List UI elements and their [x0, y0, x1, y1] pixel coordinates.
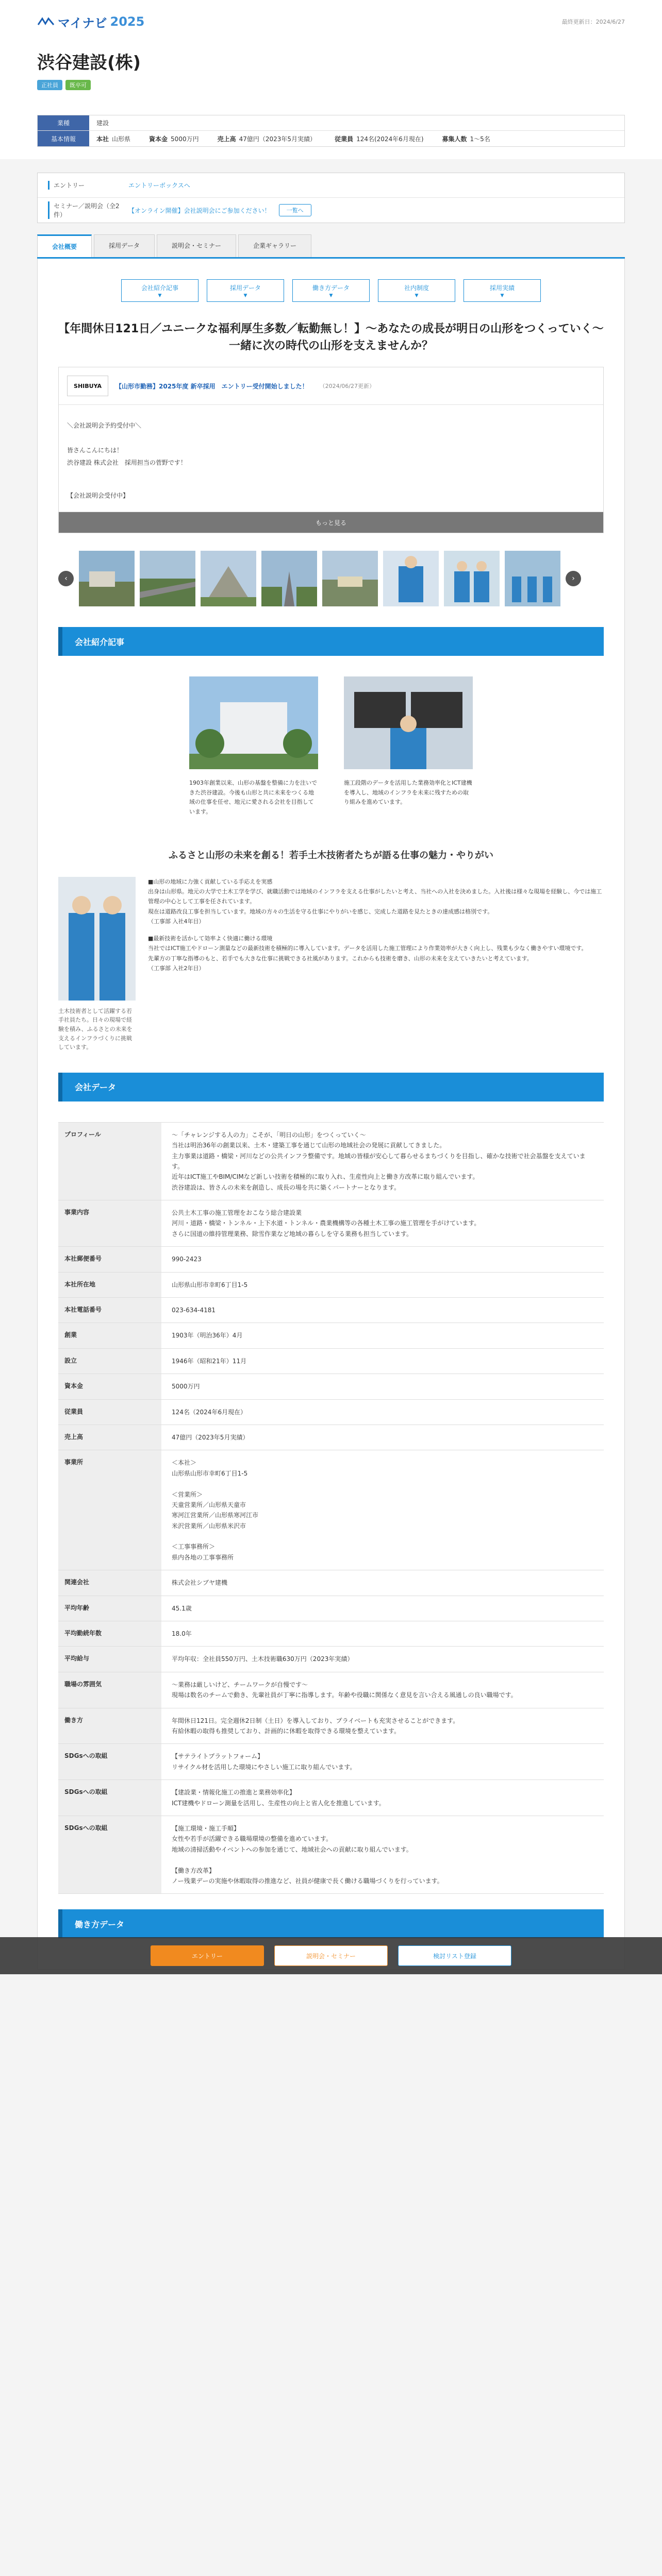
entry-box-link[interactable]: エントリーボックスへ	[128, 182, 190, 189]
profile-value	[161, 1672, 604, 1708]
profile-row	[58, 1672, 604, 1708]
recruit-count-item: 募集人数 1〜5名	[442, 135, 490, 143]
news-line: 【会社説明会受付中】	[67, 492, 129, 499]
nav-system-button[interactable]: 社内制度 ▼	[378, 279, 455, 302]
profile-row	[58, 1400, 604, 1425]
basic-info-values	[89, 134, 498, 143]
profile-row	[58, 1425, 604, 1450]
profile-value	[161, 1816, 604, 1893]
profile-value	[161, 1450, 604, 1570]
profile-key: 事業内容	[58, 1200, 161, 1246]
profile-line: 山形県山形市幸町6丁目1-5	[172, 1469, 248, 1477]
seminar-row	[38, 198, 624, 223]
profile-line: ＜本社＞	[172, 1459, 197, 1467]
profile-line: 【施工環境・施工手順】	[172, 1824, 240, 1832]
article-item	[189, 676, 318, 817]
profile-line: 年間休日121日。完全週休2日制（土日）を導入しており、プライベートも充実させることができます。	[172, 1717, 459, 1724]
profile-value	[161, 1596, 604, 1621]
company-header	[0, 43, 662, 159]
profile-value	[161, 1708, 604, 1744]
badge-list	[37, 80, 625, 90]
profile-key: 設立	[58, 1349, 161, 1374]
profile-line	[172, 1855, 593, 1865]
profile-key: 資本金	[58, 1374, 161, 1399]
profile-line: 45.1歳	[172, 1604, 192, 1612]
prev-arrow-icon[interactable]: ‹	[58, 571, 74, 586]
news-body	[59, 405, 603, 512]
profile-row	[58, 1374, 604, 1399]
profile-line: ノー残業デーの実施や休暇取得の推進など、社員が健康で長く働ける職場づくりを行っています。	[172, 1877, 443, 1885]
story-para: （工事部 入社4年目）	[148, 918, 205, 925]
nav-intro-button[interactable]: 会社紹介記事 ▼	[121, 279, 198, 302]
catch-headline: 【年間休日121日／ユニークな福利厚生多数／転勤無し！】〜あなたの成長が明日の山形をつくっていく〜 一緒に次の時代の山形を支えませんか？	[58, 323, 604, 352]
profile-line: 【働き方改革】	[172, 1867, 216, 1874]
profile-line: 近年はICT施工やBIM/CIMなど新しい技術を積極的に取り入れ、生産性向上と働き方改革に取り組んでいます。	[172, 1173, 479, 1181]
profile-row	[58, 1816, 604, 1894]
story-photo-block	[58, 877, 136, 1052]
company-name: 渋谷建設(株)	[37, 53, 141, 73]
profile-line: 渋谷建設は、皆さんの未来を創造し、成長の場を共に築くパートナーとなります。	[172, 1183, 401, 1191]
news-more-button[interactable]: もっと見る	[59, 512, 603, 533]
seminar-list-button[interactable]: 一覧へ	[279, 204, 311, 216]
logo-text: マイナビ	[58, 15, 107, 30]
profile-line: 株式会社シブヤ建機	[172, 1579, 228, 1587]
news-line: 皆さんこんにちは！	[67, 447, 123, 454]
tab-overview[interactable]: 会社概要	[37, 234, 92, 257]
story-para: 先輩方の丁寧な指導のもと、若手でも大きな仕事に挑戦できる社風があります。これからも技術を磨き、山形の未来を支えていきたいと考えています。	[148, 955, 533, 962]
profile-line: 990-2423	[172, 1256, 202, 1263]
profile-key: 本社電話番号	[58, 1298, 161, 1323]
chevron-down-icon: ▼	[415, 293, 419, 298]
profile-line: 当社は明治36年の創業以来、土木・建築工事を通じて山形の地域社会の発展に貢献してきました。	[172, 1142, 446, 1149]
profile-line: ＜営業所＞	[172, 1490, 203, 1498]
profile-line: さらに国道の維持管理業務、除雪作業など地域の暮らしを守る業務も担当しています。	[172, 1230, 413, 1238]
seminar-link[interactable]: 【オンライン開催】会社説明会にご参加ください！	[128, 207, 271, 214]
section-company-title: 会社データ	[58, 1073, 604, 1101]
company-info-table	[37, 115, 625, 147]
story-block	[58, 877, 604, 1052]
profile-value	[161, 1273, 604, 1297]
profile-value	[161, 1780, 604, 1816]
profile-row	[58, 1298, 604, 1323]
profile-line: 公共土木工事の施工管理をおこなう総合建設業	[172, 1209, 302, 1217]
story-title: ふるさと山形の未来を創る！若手土木技術者たちが語る仕事の魅力・やりがい	[169, 850, 493, 861]
profile-line	[172, 1479, 593, 1489]
chevron-down-icon: ▼	[500, 293, 504, 298]
profile-line: 有給休暇の取得も推奨しており、計画的に休暇を取得できる環境を整えています。	[172, 1727, 401, 1735]
entry-label: エントリー	[48, 181, 120, 190]
seminar-button[interactable]: 説明会・セミナー	[274, 1945, 388, 1966]
profile-row	[58, 1247, 604, 1272]
story-para: ■最新技術を活かして効率よく快適に働ける環境	[148, 935, 273, 942]
profile-key: SDGsへの取組	[58, 1744, 161, 1780]
entry-button[interactable]: エントリー	[151, 1945, 264, 1966]
profile-value	[161, 1298, 604, 1323]
basic-info-row	[38, 131, 624, 146]
nav-recruit-button[interactable]: 採用データ ▼	[207, 279, 284, 302]
company-profile-table	[58, 1122, 604, 1894]
profile-key: プロフィール	[58, 1123, 161, 1200]
staff-photo	[58, 877, 136, 1001]
story-caption: 土木技術者として活躍する若手社員たち。日々の現場で経験を積み、ふるさとの未来を支えるインフラづくりに挑戦しています。	[58, 1007, 133, 1051]
profile-key: SDGsへの取組	[58, 1816, 161, 1893]
profile-line: 〜業務は厳しいけど、チームワークが自慢です〜	[172, 1681, 308, 1688]
chevron-down-icon: ▼	[158, 293, 162, 298]
profile-key: 本社郵便番号	[58, 1247, 161, 1272]
tab-recruit-data[interactable]: 採用データ	[94, 234, 155, 257]
story-para: 当社ではICT施工やドローン測量などの最新技術を積極的に導入しています。データを活用した施工管理により作業効率が大きく向上し、残業も少なく働きやすい環境です。	[148, 945, 587, 952]
profile-line: 河川・道路・橋梁・トンネル・上下水道・トンネル・農業機構等の各種土木工事の施工管理を手がけています。	[172, 1219, 481, 1227]
profile-value	[161, 1123, 604, 1200]
photo-gallery	[58, 551, 604, 606]
profile-value	[161, 1621, 604, 1646]
badge-graduate: 既卒可	[65, 80, 91, 90]
profile-line: ＜工事事務所＞	[172, 1543, 216, 1551]
basic-info-key: 基本情報	[38, 131, 89, 146]
gallery-photo[interactable]	[79, 551, 135, 606]
last-updated: 最終更新日：2024/6/27	[561, 19, 625, 25]
mynavi-logo[interactable]	[37, 13, 144, 31]
article-text: 施工段階のデータを活用した業務効率化とICT建機を導入し、地域のインフラを未来に残すための取り組みを進めています。	[344, 779, 472, 806]
watchlist-button[interactable]: 検討リスト登録	[398, 1945, 511, 1966]
profile-row	[58, 1273, 604, 1298]
profile-line: 1946年（昭和21年）11月	[172, 1357, 247, 1365]
article-list	[58, 676, 604, 817]
profile-value	[161, 1744, 604, 1780]
profile-line: 地域の清掃活動やイベントへの参加を通じて、地域社会への貢献に取り組んでいます。	[172, 1845, 412, 1853]
profile-line: 山形県山形市幸町6丁目1-5	[172, 1281, 248, 1289]
chevron-down-icon: ▼	[329, 293, 333, 298]
fixed-action-bar	[0, 1937, 662, 1974]
profile-key: 平均年齢	[58, 1596, 161, 1621]
profile-row	[58, 1780, 604, 1816]
profile-line: 〜「チャレンジする人の力」こそが、「明日の山形」をつくっていく〜	[172, 1131, 366, 1139]
profile-row	[58, 1123, 604, 1200]
profile-value	[161, 1349, 604, 1374]
profile-value	[161, 1425, 604, 1450]
gallery-photo[interactable]	[140, 551, 195, 606]
profile-line: 寒河江営業所／山形県寒河江市	[172, 1512, 259, 1519]
profile-value	[161, 1400, 604, 1425]
industry-key: 業種	[38, 115, 89, 130]
profile-row	[58, 1200, 604, 1247]
tab-seminar[interactable]: 説明会・セミナー	[157, 234, 236, 257]
profile-row	[58, 1323, 604, 1348]
site-header	[0, 0, 662, 43]
profile-key: 関連会社	[58, 1570, 161, 1595]
article-item	[344, 676, 473, 817]
entry-box	[37, 173, 625, 223]
profile-line: 主力事業は道路・橋梁・河川などの公共インフラ整備です。地域の皆様が安心して暮らせるまちづくりを目指し、確かな技術で社会基盤を支えています。	[172, 1152, 586, 1170]
gallery-photo[interactable]	[383, 551, 439, 606]
profile-key: 職場の雰囲気	[58, 1672, 161, 1708]
building-photo	[189, 676, 318, 769]
next-arrow-icon[interactable]: ›	[566, 571, 581, 586]
profile-value	[161, 1323, 604, 1348]
profile-line: 023-634-4181	[172, 1307, 216, 1314]
overview-panel	[37, 259, 625, 1970]
profile-key: 働き方	[58, 1708, 161, 1744]
profile-line: 124名（2024年6月現在）	[172, 1408, 247, 1416]
story-para: 現在は道路改良工事を担当しています。地域の方々の生活を守る仕事にやりがいを感じ、完成した道路を見たときの達成感は格別です。	[148, 908, 493, 915]
profile-value	[161, 1570, 604, 1595]
profile-line: 47億円（2023年5月実績）	[172, 1433, 249, 1441]
badge-fulltime: 正社員	[37, 80, 62, 90]
news-date: （2024/06/27更新）	[319, 383, 375, 389]
hq-item: 本社 山形県	[96, 135, 131, 143]
logo-year: 2025	[110, 14, 145, 29]
news-line	[67, 432, 595, 444]
profile-key: 平均勤続年数	[58, 1621, 161, 1646]
news-title[interactable]: 【山形市勤務】2025年度 新卒採用 エントリー受付開始しました！	[115, 382, 308, 390]
profile-value	[161, 1647, 604, 1671]
profile-row	[58, 1570, 604, 1596]
news-line: ＼会社説明会予約受付中＼	[67, 422, 142, 429]
nav-results-button[interactable]: 採用実績 ▼	[464, 279, 541, 302]
profile-line: 米沢営業所／山形県米沢市	[172, 1522, 246, 1530]
tab-gallery[interactable]: 企業ギャラリー	[238, 234, 311, 257]
profile-line: 女性や若手が活躍できる職場環境の整備を進めています。	[172, 1835, 333, 1843]
profile-key: 本社所在地	[58, 1273, 161, 1297]
article-text: 1903年創業以来、山形の基盤を整備に力を注いできた渋谷建設。今後も山形と共に未来をつくる地域の仕事を任せ、地元に愛される会社を目指しています。	[189, 779, 317, 816]
news-card	[58, 367, 604, 533]
gallery-photo[interactable]	[201, 551, 256, 606]
industry-row	[38, 115, 624, 131]
profile-line: 5000万円	[172, 1383, 200, 1391]
story-para: （工事部 入社2年目）	[148, 964, 205, 972]
profile-row	[58, 1349, 604, 1374]
tab-bar	[37, 234, 625, 259]
profile-key: 創業	[58, 1323, 161, 1348]
profile-line	[172, 1531, 593, 1541]
profile-key: 従業員	[58, 1400, 161, 1425]
profile-row	[58, 1744, 604, 1780]
gallery-photo[interactable]	[261, 551, 317, 606]
sales-item: 売上高 47億円（2023年5月実績）	[217, 135, 317, 143]
profile-line: 18.0年	[172, 1630, 192, 1638]
profile-key: 売上高	[58, 1425, 161, 1450]
entry-row	[38, 173, 624, 198]
profile-line: 県内各地の工事事務所	[172, 1553, 234, 1561]
section-work-title: 働き方データ	[58, 1909, 604, 1938]
profile-line: ICT建機やドローン測量を活用し、生産性の向上と省人化を推進しています。	[172, 1799, 385, 1807]
profile-row	[58, 1621, 604, 1647]
story-para: ■山形の地域に力強く貢献している手応えを実感	[148, 878, 273, 885]
story-text	[148, 877, 604, 1052]
profile-line: 【サテライトプラットフォーム】	[172, 1753, 264, 1760]
seminar-label: セミナー／説明会（全2件）	[48, 201, 120, 219]
profile-line: 1903年（明治36年）4月	[172, 1332, 243, 1340]
profile-row	[58, 1647, 604, 1672]
section-intro-title: 会社紹介記事	[58, 627, 604, 656]
profile-line: 【建設業・情報化施工の推進と業務効率化】	[172, 1789, 296, 1797]
profile-value	[161, 1374, 604, 1399]
profile-line: 天童営業所／山形県天童市	[172, 1501, 246, 1509]
profile-line: リサイクル材を活用した環境にやさしい施工に取り組んでいます。	[172, 1763, 356, 1771]
profile-row	[58, 1596, 604, 1621]
nav-workstyle-button[interactable]: 働き方データ ▼	[292, 279, 370, 302]
section-nav	[58, 279, 604, 302]
office-photo	[344, 676, 473, 769]
gallery-photo[interactable]	[505, 551, 560, 606]
profile-key: SDGsへの取組	[58, 1780, 161, 1816]
capital-item: 資本金 5000万円	[149, 135, 199, 143]
news-line: 渋谷建設 株式会社 採用担当の菅野です！	[67, 459, 187, 466]
profile-row	[58, 1708, 604, 1744]
profile-key: 事業所	[58, 1450, 161, 1570]
story-para: 出身は山形県。地元の大学で土木工学を学び、就職活動では地域のインフラを支える仕事がしたいと考え、当社への入社を決めました。入社後は様々な現場を経験し、今では施工管理の中心として工事を任されています。	[148, 888, 602, 905]
company-logo: SHIBUYA	[67, 376, 108, 396]
chevron-down-icon: ▼	[243, 293, 247, 298]
profile-value	[161, 1200, 604, 1246]
profile-line: 現場は数名のチームで動き、先輩社員が丁寧に指導します。年齢や役職に関係なく意見を言い合える風通しの良い職場です。	[172, 1691, 517, 1699]
industry-value: 建設	[96, 120, 109, 127]
employees-item: 従業員 124名(2024年6月現在)	[335, 135, 424, 143]
gallery-photo[interactable]	[322, 551, 378, 606]
profile-line: 平均年収：全社員550万円、土木技術職630万円（2023年実績）	[172, 1655, 354, 1663]
logo-mark-icon	[37, 16, 55, 27]
profile-key: 平均給与	[58, 1647, 161, 1671]
profile-row	[58, 1450, 604, 1570]
gallery-photo[interactable]	[444, 551, 500, 606]
profile-value	[161, 1247, 604, 1272]
news-header	[59, 367, 603, 405]
